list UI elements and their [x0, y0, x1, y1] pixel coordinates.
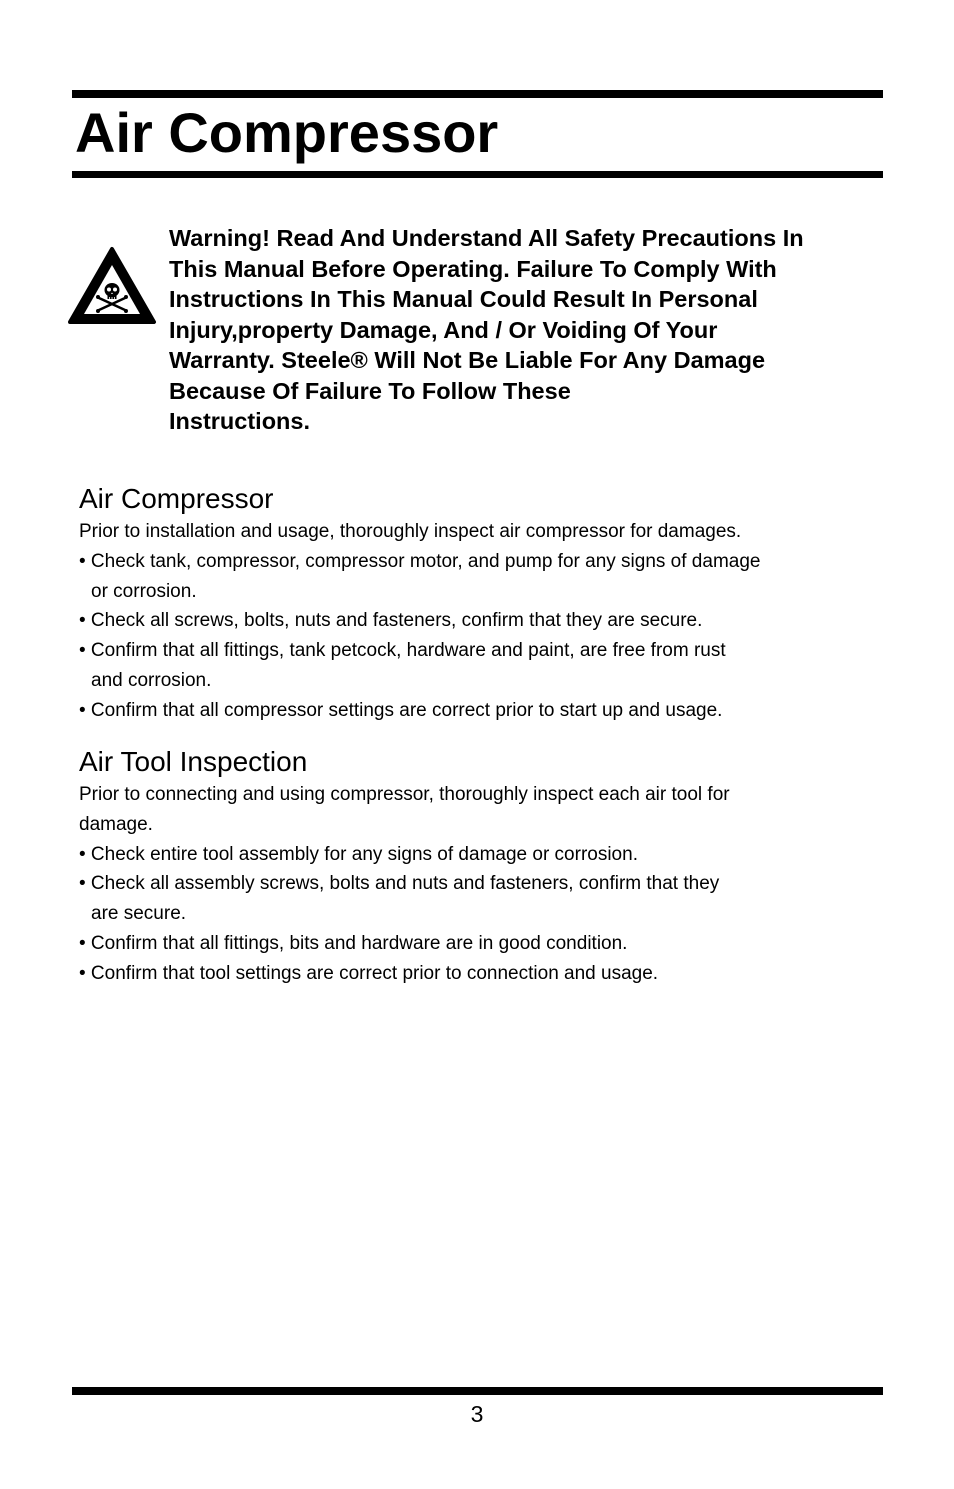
bullet-item-continuation: are secure. — [91, 903, 187, 925]
header-top-rule — [72, 90, 883, 98]
bullet-item: • Confirm that all compressor settings are correct prior to start up and usage. — [79, 699, 723, 721]
page-title: Air Compressor — [75, 101, 499, 164]
page-number: 3 — [470, 1401, 484, 1427]
bullet-item: • Check entire tool assembly for any signs of damage or corrosion. — [79, 843, 638, 865]
warning-line: Instructions In This Manual Could Result In Personal — [169, 286, 758, 312]
bullet-item: • Confirm that all fittings, bits and hardware are in good condition. — [79, 932, 628, 954]
section-intro: Prior to connecting and using compressor, thoroughly inspect each air tool for — [79, 784, 730, 805]
warning-line: Warranty. Steele® Will Not Be Liable For Any Damage — [169, 347, 766, 373]
section-heading-air-tool-inspection: Air Tool Inspection — [79, 746, 308, 777]
warning-line: Warning! Read And Understand All Safety Precautions In — [169, 225, 804, 251]
section-intro: Prior to installation and usage, thoroughly inspect air compressor for damages. — [79, 521, 742, 542]
warning-message — [169, 223, 869, 437]
bullet-item: • Check all screws, bolts, nuts and fasteners, confirm that they are secure. — [79, 610, 703, 632]
bullet-item: • Confirm that tool settings are correct prior to connection and usage. — [79, 962, 659, 984]
header-bottom-rule — [72, 171, 883, 178]
bullet-item: • Check tank, compressor, compressor motor, and pump for any signs of damage — [79, 550, 761, 572]
warning-line: Instructions. — [169, 408, 311, 434]
skull-crossbones-warning-triangle-icon — [67, 246, 157, 326]
section-body-air-tool-inspection — [79, 780, 869, 989]
footer-rule — [72, 1387, 883, 1395]
bullet-item-continuation: and corrosion. — [91, 669, 212, 691]
bullet-item-continuation: or corrosion. — [91, 580, 197, 602]
bullet-item: • Check all assembly screws, bolts and nuts and fasteners, confirm that they — [79, 873, 720, 895]
section-heading-air-compressor: Air Compressor — [79, 483, 274, 514]
warning-line: Because Of Failure To Follow These — [169, 377, 571, 404]
warning-line: This Manual Before Operating. Failure To Comply With — [169, 255, 777, 282]
warning-line: Injury,property Damage, And / Or Voiding Of Your — [169, 316, 718, 343]
bullet-item: • Confirm that all fittings, tank petcock, hardware and paint, are free from rust — [79, 640, 726, 662]
section-intro-continuation: damage. — [79, 813, 153, 835]
section-body-air-compressor — [79, 517, 869, 726]
